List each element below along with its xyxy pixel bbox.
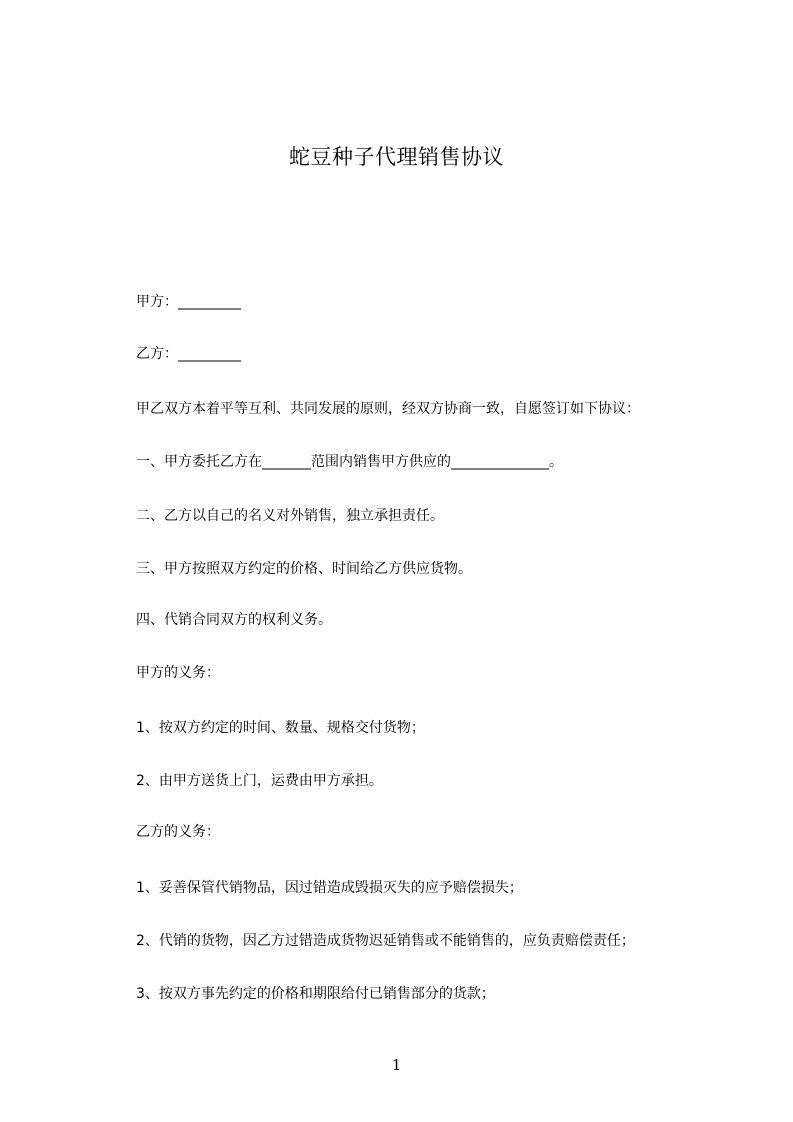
preamble-paragraph: 甲乙双方本着平等互利、共同发展的原则，经双方协商一致，自愿签订如下协议： (136, 401, 640, 417)
clause-4: 四、代销合同双方的权利义务。 (136, 612, 332, 628)
document-title: 蛇豆种子代理销售协议 (289, 145, 504, 169)
party-a-duty-1: 1、按双方约定的时间、数量、规格交付货物； (136, 720, 425, 736)
party-b-line: 乙方：_________ (136, 346, 241, 362)
party-b-duty-1: 1、妥善保管代销物品，因过错造成毁损灭失的应予赔偿损失； (136, 880, 523, 896)
party-a-line: 甲方：_________ (136, 294, 241, 310)
party-b-duties-heading: 乙方的义务： (136, 824, 220, 840)
party-a-duties-heading: 甲方的义务： (136, 665, 220, 681)
clause-3: 三、甲方按照双方约定的价格、时间给乙方供应货物。 (136, 561, 472, 577)
clause-2: 二、乙方以自己的名义对外销售，独立承担责任。 (136, 508, 444, 524)
party-a-duty-2: 2、由甲方送货上门，运费由甲方承担。 (136, 773, 383, 789)
party-b-duty-3: 3、按双方事先约定的价格和期限给付已销售部分的货款； (136, 986, 495, 1002)
clause-1: 一、甲方委托乙方在_______范围内销售甲方供应的______________。 (136, 454, 563, 470)
page-number: 1 (391, 1056, 402, 1074)
party-b-duty-2: 2、代销的货物，因乙方过错造成货物迟延销售或不能销售的，应负责赔偿责任； (136, 933, 635, 949)
